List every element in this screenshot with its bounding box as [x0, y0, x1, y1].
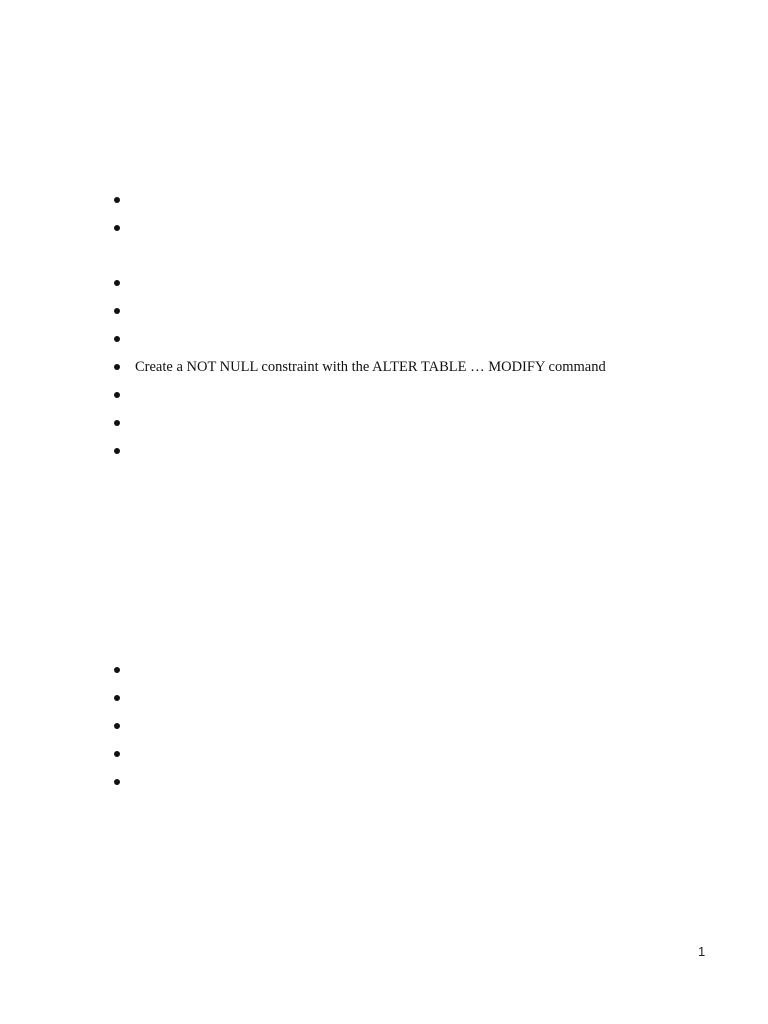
bullet-icon [114, 197, 120, 203]
bullet-icon [114, 420, 120, 426]
bullet-list-2 [0, 269, 640, 465]
bullet-icon [114, 779, 120, 785]
bullet-icon [114, 751, 120, 757]
bullet-icon [114, 308, 120, 314]
list-item [0, 437, 640, 465]
bullet-icon [114, 225, 120, 231]
bullet-icon [114, 723, 120, 729]
list-item [0, 381, 640, 409]
bullet-icon [114, 364, 120, 370]
list-item [0, 297, 640, 325]
list-item [0, 712, 640, 740]
bullet-icon [114, 695, 120, 701]
list-item [0, 325, 640, 353]
bullet-icon [114, 667, 120, 673]
list-item [0, 214, 640, 242]
page-number: 1 [698, 944, 706, 959]
bullet-icon [114, 392, 120, 398]
list-item [0, 740, 640, 768]
list-item [0, 656, 640, 684]
list-item [0, 353, 640, 381]
list-item [0, 684, 640, 712]
bullet-list-1 [0, 186, 640, 242]
list-item [0, 186, 640, 214]
bullet-icon [114, 336, 120, 342]
list-item [0, 768, 640, 796]
list-item [0, 409, 640, 437]
list-item [0, 269, 640, 297]
bullet-icon [114, 448, 120, 454]
list-item-text: Create a NOT NULL constraint with the ALTER TABLE … MODIFY command [135, 358, 606, 375]
bullet-list-3 [0, 656, 640, 796]
bullet-icon [114, 280, 120, 286]
